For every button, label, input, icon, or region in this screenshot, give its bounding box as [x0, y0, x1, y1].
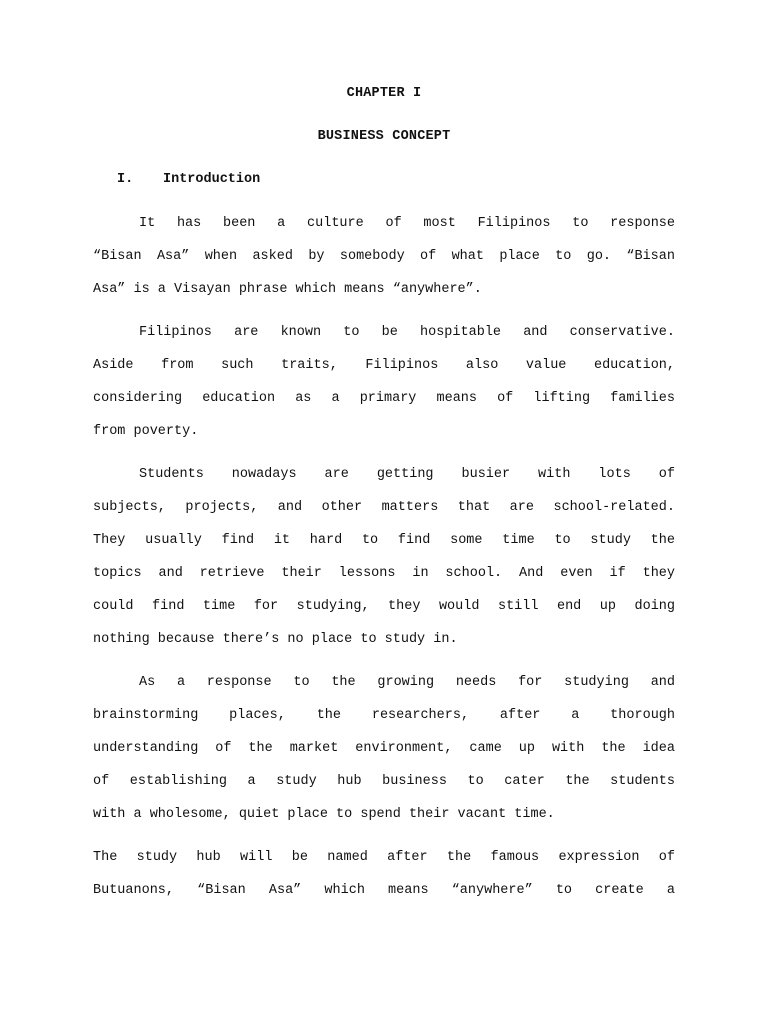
section-title: BUSINESS CONCEPT: [317, 129, 451, 144]
paragraph-line: Students nowadays are getting busier with lots of: [139, 467, 675, 482]
paragraph-line: Aside from such traits, Filipinos also value education,: [93, 358, 675, 373]
paragraph-line: Filipinos are known to be hospitable and conservative.: [139, 325, 675, 340]
paragraph-line: brainstorming places, the researchers, after a thorough: [93, 708, 675, 723]
paragraph-line: considering education as a primary means of lifting families: [93, 391, 675, 406]
paragraph-line: of establishing a study hub business to cater the students: [93, 774, 675, 789]
section-heading: [117, 172, 260, 187]
paragraph-2: [93, 316, 675, 448]
paragraph-line: understanding of the market environment, came up with the idea: [93, 741, 675, 756]
paragraph-line: from poverty.: [93, 424, 199, 439]
paragraph-line: subjects, projects, and other matters that are school-related.: [93, 500, 675, 515]
heading-number: I.: [117, 172, 134, 187]
heading-label: Introduction: [163, 172, 261, 187]
paragraph-line: topics and retrieve their lessons in school. And even if they: [93, 566, 675, 581]
paragraph-1: [93, 207, 675, 306]
paragraph-line: with a wholesome, quiet place to spend their vacant time.: [93, 807, 555, 822]
paragraph-3: [93, 458, 675, 656]
paragraph-line: Asa” is a Visayan phrase which means “anywhere”.: [93, 282, 482, 297]
paragraph-line: could find time for studying, they would still end up doing: [93, 599, 675, 614]
paragraph-line: As a response to the growing needs for studying and: [139, 675, 675, 690]
paragraph-line: It has been a culture of most Filipinos to response: [139, 216, 675, 231]
paragraph-line: The study hub will be named after the famous expression of: [93, 850, 675, 865]
chapter-title: CHAPTER I: [346, 86, 422, 101]
paragraph-5: [93, 841, 675, 907]
paragraph-4: [93, 666, 675, 831]
paragraph-line: Butuanons, “Bisan Asa” which means “anywhere” to create a: [93, 883, 675, 898]
paragraph-line: nothing because there’s no place to study in.: [93, 632, 458, 647]
paragraph-line: “Bisan Asa” when asked by somebody of what place to go. “Bisan: [93, 249, 675, 264]
paragraph-line: They usually find it hard to find some time to study the: [93, 533, 675, 548]
